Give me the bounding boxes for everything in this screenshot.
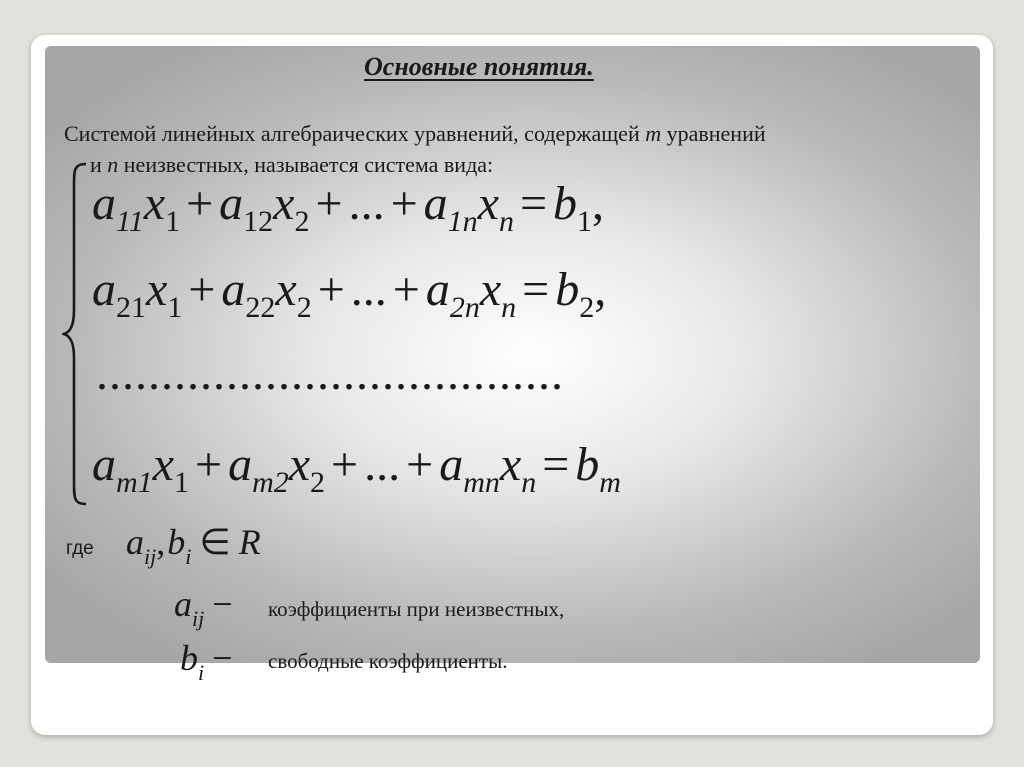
slide-title: Основные понятия.: [364, 52, 594, 81]
definition-b-symbol: $b_i$ −: [180, 638, 233, 685]
where-formula: $a_{ij},b_i$ ∈ R: [126, 522, 261, 569]
equation-1: $a_{11}x_1 + a_{12}x_2$ + ... + $a_{1n}x_n = b_1$,: [92, 177, 605, 238]
where-label: где: [66, 538, 94, 559]
system-brace: [62, 162, 96, 507]
intro-text-2-end: неизвестных, называется система вида:: [123, 152, 494, 177]
intro-text-1-end: уравнений: [666, 121, 766, 146]
ellipsis-row: ....................................: [96, 347, 564, 400]
definition-a-symbol: $a_{ij}$ −: [174, 584, 233, 631]
equation-m: $a_{m1}x_1 + a_{m2}x_2$ + ... + $a_{mn}x_n = b_m$: [92, 438, 621, 499]
definition-b-text: свободные коэффициенты.: [268, 649, 508, 673]
intro-line-1: [64, 121, 766, 147]
intro-text-2-start: и: [90, 152, 102, 177]
equation-2: $a_{21}x_1 + a_{22}x_2$ + ... + $a_{2n}x_n = b_2$,: [92, 263, 607, 324]
intro-m: m: [645, 121, 662, 146]
intro-line-2: [90, 152, 493, 178]
intro-text-1: Системой линейных алгебраических уравнений, содержащей: [64, 121, 640, 146]
intro-n: n: [107, 152, 119, 177]
definition-a-text: коэффициенты при неизвестных,: [268, 597, 565, 621]
